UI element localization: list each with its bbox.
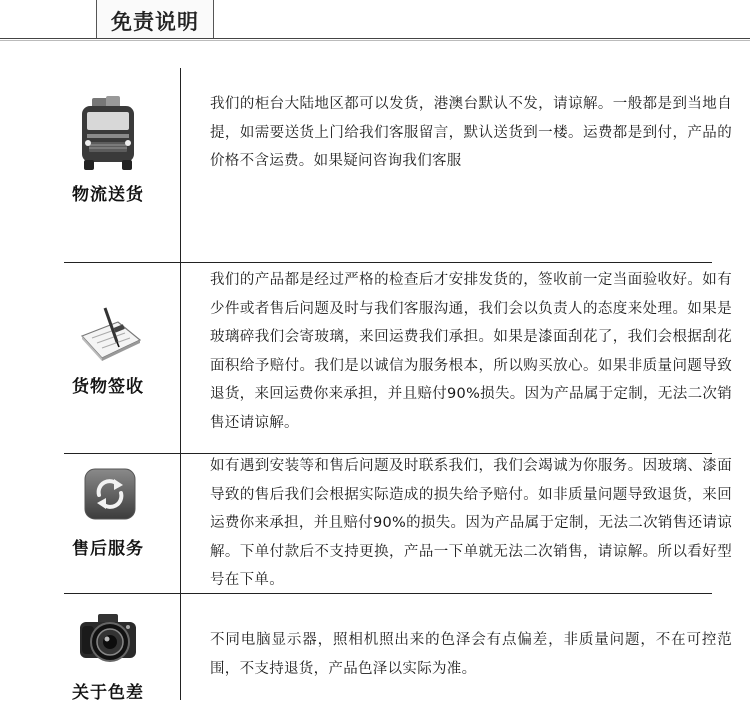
section-label-logistics: 物流送货 bbox=[72, 185, 144, 205]
section-label-receipt: 货物签收 bbox=[72, 377, 144, 397]
section-text-color-difference: 不同电脑显示器，照相机照出来的色泽会有点偏差，非质量问题，不在可控范围，不支持退货，产品色泽以实际为准。 bbox=[210, 632, 732, 677]
section-label-color-difference: 关于色差 bbox=[72, 683, 144, 703]
section-label-after-sales: 售后服务 bbox=[72, 539, 144, 559]
section-text-after-sales: 如有遇到安装等和售后问题及时联系我们，我们会竭诚为你服务。因玻璃、漆面导致的售后我们会根据实际造成的损失给予赔付。如非质量问题导致退货，来回运费你来承担，并且赔付90%的损失。因为产品属于定制，无法二次销售还请谅解。下单付款后不支持更换，产品一下单就无法二次销售，请谅解。所以看好型号在下单。 bbox=[210, 458, 732, 588]
title-box bbox=[96, 0, 214, 38]
header-divider bbox=[0, 38, 750, 39]
row-divider bbox=[64, 262, 712, 263]
section-text-receipt: 我们的产品都是经过严格的检查后才安排发货的，签收前一定当面验收好。如有少件或者售后问题及时与我们客服沟通，我们会以负责人的态度来处理。如果是玻璃碎我们会寄玻璃，来回运费我们承担。如果是漆面刮花了，我们会根据刮花面积给予赔付。我们是以诚信为服务根本，所以购买放心。如果非质量问题导致退货，来回运费你来承担，并且赔付90%损失。因为产品属于定制，无法二次销售还请谅解。 bbox=[210, 272, 732, 431]
section-text-logistics: 我们的柜台大陆地区都可以发货，港澳台默认不发，请谅解。一般都是到当地自提，如需要送货上门给我们客服留言，默认送货到一楼。运费都是到付，产品的价格不含运费。如果疑问咨询我们客服 bbox=[210, 96, 732, 169]
camera-icon bbox=[78, 612, 138, 674]
pen-clipboard-icon bbox=[78, 306, 142, 366]
page-title: 免责说明 bbox=[111, 9, 199, 34]
refresh-icon bbox=[84, 468, 136, 524]
header-divider-shadow bbox=[0, 40, 750, 41]
column-divider bbox=[180, 68, 181, 700]
truck-icon bbox=[76, 96, 140, 176]
